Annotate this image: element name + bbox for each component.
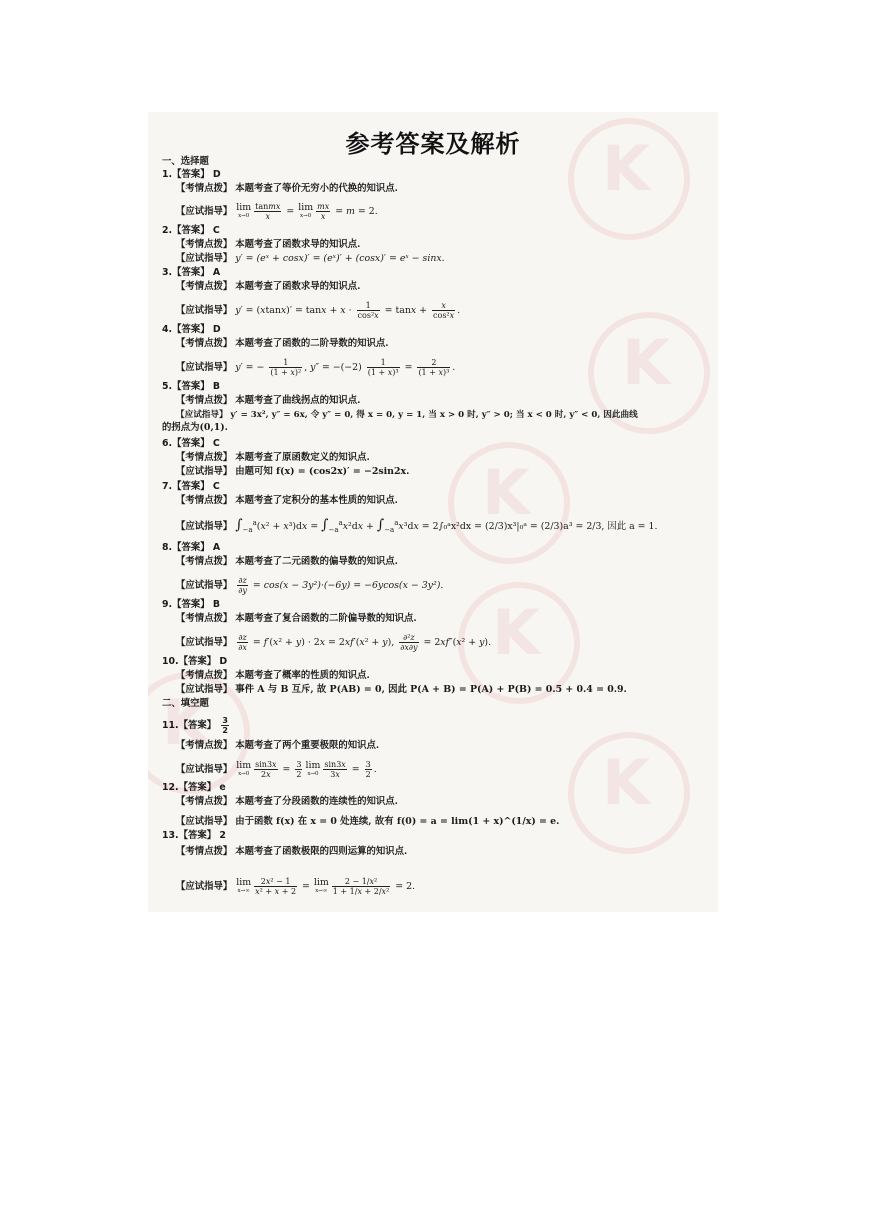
point-line: 【考情点拨】 本题考查了概率的性质的知识点. — [176, 670, 370, 681]
point-line: 【考情点拨】 本题考查了函数极限的四则运算的知识点. — [176, 846, 408, 857]
point-line: 【考情点拨】 本题考查了函数求导的知识点. — [176, 239, 361, 250]
point-line: 【考情点拨】 本题考查了原函数定义的知识点. — [176, 452, 370, 463]
guide-line: 【应试指导】 y′ = (xtanx)′ = tanx + x · $\frac{1}{\text{cos²x}}$ = tanx + $\frac{x}{\text{cos²x}}$ . — [176, 301, 461, 320]
guide-line: 【应试指导】 事件 A 与 B 互斥, 故 P(AB) = 0, 因此 P(A + B) = P(A) + P(B) = 0.5 + 0.4 = 0.9. — [176, 684, 627, 695]
guide-line: 【应试指导】 $\frac{\partial z}{\partial x}$ = f′(x² + y) · 2x = 2xf′(x² + y), $\frac{\text{∂²z}}{\partial x\partial y}$ = 2xf″(x² + y). — [176, 633, 492, 652]
guide-line: 【应试指导】 y′ = − $\frac{1}{\text{(1 + x)²}}$ , y″ = −(−2) $\frac{1}{\text{(1 + x)³}}$ = $\frac{2}{\text{(1 + x)³}}$ . — [176, 358, 456, 377]
guide-line: 【应试指导】 $\int_{-a}^a(x^2 + x^3)dx = \int_{-a}^ax^2dx + \int_{-a}^ax^3dx$ = 2∫₀ᵃx²dx = (2/3)x³|₀ᵃ = (2/3)a³ = 2/3, 因此 a = 1. — [176, 517, 658, 534]
section-heading: 二、填空题 — [162, 698, 209, 709]
point-line: 【考情点拨】 本题考查了等价无穷小的代换的知识点. — [176, 183, 398, 194]
answer-line: 5.【答案】 B — [162, 381, 221, 392]
answer-line: 2.【答案】 C — [162, 225, 220, 236]
point-line: 【考情点拨】 本题考查了两个重要极限的知识点. — [176, 740, 380, 751]
answer-line: 7.【答案】 C — [162, 481, 220, 492]
answer-line: 4.【答案】 D — [162, 324, 221, 335]
guide-line: 【应试指导】 lim x→0 $\frac{\text{tanmx}}{x}$ = lim x→0 $\frac{mx}{x}$ = m = 2. — [176, 201, 378, 221]
answer-line: 1.【答案】 D — [162, 169, 221, 180]
guide-line: 【应试指导】 由于函数 f(x) 在 x = 0 处连续, 故有 f(0) = a = lim(1 + x)^(1/x) = e. — [176, 816, 560, 827]
guide-line: 【应试指导】 $\frac{\partial z}{\partial y}$ = cos(x − 3y²)·(−6y) = −6ycos(x − 3y²). — [176, 576, 444, 595]
watermark-seal — [448, 442, 570, 564]
guide-line: 【应试指导】 y′ = (eˣ + cosx)′ = (eˣ)′ + (cosx)′ = eˣ − sinx. — [176, 253, 445, 264]
point-line: 【考情点拨】 本题考查了曲线拐点的知识点. — [176, 395, 361, 406]
guide-line: 【应试指导】 y′ = 3x², y″ = 6x, 令 y″ = 0, 得 x = 0, y = 1, 当 x > 0 时, y″ > 0; 当 x < 0 时, y″ < 0, 因此曲线 — [176, 410, 638, 420]
page-title: 参考答案及解析 — [345, 129, 521, 158]
answer-line: 11.【答案】 $\frac{3}{2}$ — [162, 716, 228, 735]
answer-line: 12.【答案】 e — [162, 782, 226, 793]
point-line: 【考情点拨】 本题考查了函数求导的知识点. — [176, 281, 361, 292]
point-line: 【考情点拨】 本题考查了复合函数的二阶偏导数的知识点. — [176, 613, 417, 624]
answer-sheet — [148, 112, 718, 912]
section-heading: 一、选择题 — [162, 156, 209, 167]
answer-line: 8.【答案】 A — [162, 542, 221, 553]
guide-line: 【应试指导】 lim x→0 $\frac{\sin 3x}{2x}$ = $\frac{3}{2}$ lim x→0 $\frac{\sin 3x}{3x}$ = $\frac{3}{2}$ . — [176, 759, 377, 779]
watermark-seal — [568, 732, 690, 854]
guide-line: 【应试指导】 lim x→∞ $\frac{\text{2x² − 1}}{\text{x² + x + 2}}$ = lim x→∞ $\frac{\text{2 − 1/x²}}{\text{1 + 1/x + 2/x²}}$ = 2. — [176, 876, 416, 896]
point-line: 【考情点拨】 本题考查了二元函数的偏导数的知识点. — [176, 556, 398, 567]
point-line: 【考情点拨】 本题考查了定积分的基本性质的知识点. — [176, 495, 398, 506]
answer-line: 9.【答案】 B — [162, 599, 221, 610]
answer-line: 6.【答案】 C — [162, 438, 220, 449]
guide-line-continued: 的拐点为(0,1). — [162, 422, 228, 433]
point-line: 【考情点拨】 本题考查了分段函数的连续性的知识点. — [176, 796, 398, 807]
answer-line: 3.【答案】 A — [162, 267, 221, 278]
guide-line: 【应试指导】 由题可知 f(x) = (cos2x)′ = −2sin2x. — [176, 466, 410, 477]
answer-line: 10.【答案】 D — [162, 656, 228, 667]
answer-line: 13.【答案】 2 — [162, 830, 226, 841]
point-line: 【考情点拨】 本题考查了函数的二阶导数的知识点. — [176, 338, 389, 349]
